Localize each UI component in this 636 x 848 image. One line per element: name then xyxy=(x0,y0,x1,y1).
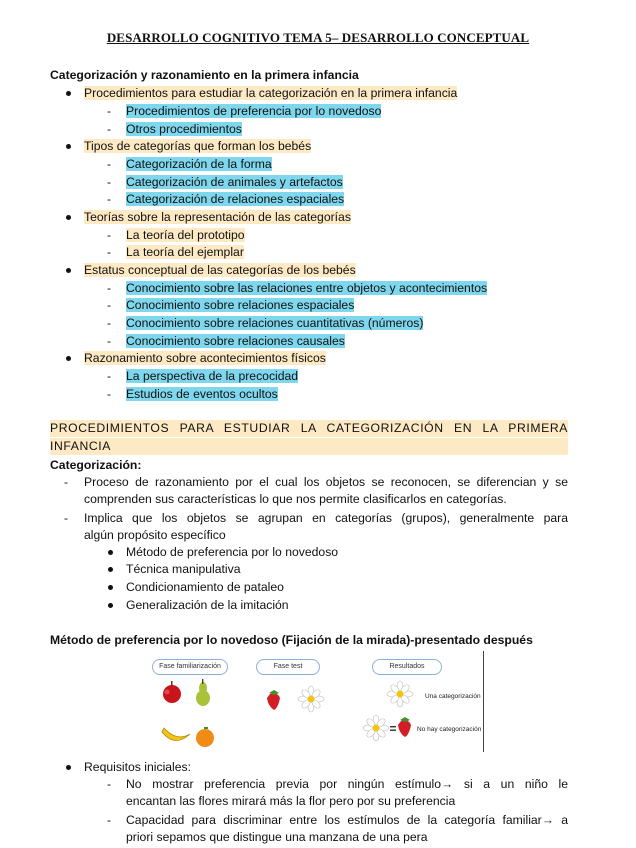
outline-group-label: Teorías sobre la representación de las categorías xyxy=(84,210,351,224)
dash-icon: - xyxy=(64,475,69,489)
section-heading-line2: INFANCIA xyxy=(50,438,568,455)
pear-icon xyxy=(196,679,210,706)
outline-item: Otros procedimientos xyxy=(126,122,242,136)
strawberry-icon xyxy=(267,690,280,710)
bullet-icon xyxy=(66,144,71,149)
bullet-icon xyxy=(66,765,71,770)
outline-item: La teoría del ejemplar xyxy=(126,245,244,259)
dash-icon: - xyxy=(107,813,112,827)
bullet-icon xyxy=(66,215,71,220)
outline-group-label: Estatus conceptual de las categorías de los bebés xyxy=(84,263,356,277)
dash-icon: - xyxy=(107,157,112,171)
requirement-line: Capacidad para discriminar entre los estímulos de la categoría familiar→ a xyxy=(126,813,568,827)
dash-icon: - xyxy=(64,511,69,525)
figure-result-label: No hay categorización xyxy=(417,726,482,733)
outline-group-label: Procedimientos para estudiar la categorización en la primera infancia xyxy=(84,86,458,100)
method-item: Condicionamiento de pataleo xyxy=(126,580,284,594)
figure-phase-label: Fase familiarización xyxy=(152,659,228,675)
dash-icon: - xyxy=(107,175,112,189)
definition-line: Proceso de razonamiento por el cual los objetos se reconocen, se diferencian y se xyxy=(84,475,568,489)
outline-group-label: Tipos de categorías que forman los bebés xyxy=(84,139,312,153)
dash-icon: - xyxy=(107,245,112,259)
section-subheading: Categorización: xyxy=(50,458,142,472)
dash-icon: - xyxy=(107,777,112,791)
dash-icon: - xyxy=(107,369,112,383)
daisy-icon xyxy=(363,715,389,741)
figure-phase-label: Resultados xyxy=(372,659,442,675)
figure-phase-label: Fase test xyxy=(256,659,320,675)
outline-item: Categorización de la forma xyxy=(126,157,272,171)
method-heading: Método de preferencia por lo novedoso (Fijación de la mirada)-presentado después xyxy=(50,633,533,647)
bullet-icon xyxy=(108,585,113,590)
figure-illustration xyxy=(150,676,490,756)
outline-item: La perspectiva de la precocidad xyxy=(126,369,299,383)
dash-icon: - xyxy=(107,192,112,206)
dash-icon: - xyxy=(107,387,112,401)
definition-line: algún propósito específico xyxy=(84,528,226,542)
bullet-icon xyxy=(108,550,113,555)
dash-icon: - xyxy=(107,298,112,312)
method-item: Técnica manipulativa xyxy=(126,562,241,576)
orange-icon xyxy=(196,727,214,747)
definition-line: Implica que los objetos se agrupan en categorías (grupos), generalmente para xyxy=(84,511,568,525)
bullet-icon xyxy=(66,268,71,273)
banana-icon xyxy=(162,728,190,741)
bullet-icon xyxy=(66,91,71,96)
strawberry-icon xyxy=(398,717,411,737)
requirement-line: encantan las flores mirará más la flor pero por su preferencia xyxy=(126,794,456,808)
page-title: DESARROLLO COGNITIVO TEMA 5– DESARROLLO CONCEPTUAL xyxy=(106,30,530,45)
dash-icon: - xyxy=(107,122,112,136)
outline-item: Categorización de animales y artefactos xyxy=(126,175,343,189)
outline-group-label: Razonamiento sobre acontecimientos físicos xyxy=(84,351,326,365)
dash-icon: - xyxy=(107,104,112,118)
bullet-icon xyxy=(108,603,113,608)
bullet-icon xyxy=(108,567,113,572)
outline-item: Categorización de relaciones espaciales xyxy=(126,192,345,206)
equals-icon xyxy=(390,726,396,731)
dash-icon: - xyxy=(107,281,112,295)
method-item: Generalización de la imitación xyxy=(126,598,289,612)
outline-item: Conocimiento sobre las relaciones entre objetos y acontecimientos xyxy=(126,281,488,295)
requirement-line: No mostrar preferencia previa por ningún estímulo→ si a un niño le xyxy=(126,777,568,791)
method-item: Método de preferencia por lo novedoso xyxy=(126,545,339,559)
definition-line: comprenden sus características lo que nos permite clasificarlos en categorías. xyxy=(84,492,507,506)
outline-item: Procedimientos de preferencia por lo novedoso xyxy=(126,104,382,118)
apple-icon xyxy=(163,681,181,703)
outline-heading: Categorización y razonamiento en la primera infancia xyxy=(50,68,359,82)
dash-icon: - xyxy=(107,316,112,330)
dash-icon: - xyxy=(107,334,112,348)
outline-item: Conocimiento sobre relaciones espaciales xyxy=(126,298,355,312)
outline-item: La teoría del prototipo xyxy=(126,228,245,242)
requirements-label: Requisitos iniciales: xyxy=(84,760,192,774)
outline-item: Conocimiento sobre relaciones causales xyxy=(126,334,345,348)
daisy-icon xyxy=(387,681,413,707)
outline-item: Conocimiento sobre relaciones cuantitativas (números) xyxy=(126,316,424,330)
dash-icon: - xyxy=(107,228,112,242)
section-heading-line1: PROCEDIMIENTOS PARA ESTUDIAR LA CATEGORIZACIÓN EN LA PRIMERA xyxy=(50,421,568,435)
daisy-icon xyxy=(298,686,324,712)
bullet-icon xyxy=(66,356,71,361)
outline-item: Estudios de eventos ocultos xyxy=(126,387,278,401)
requirement-line: priori sepamos que distingue una manzana de una pera xyxy=(126,830,428,844)
figure-result-label: Una categorización xyxy=(425,693,481,700)
